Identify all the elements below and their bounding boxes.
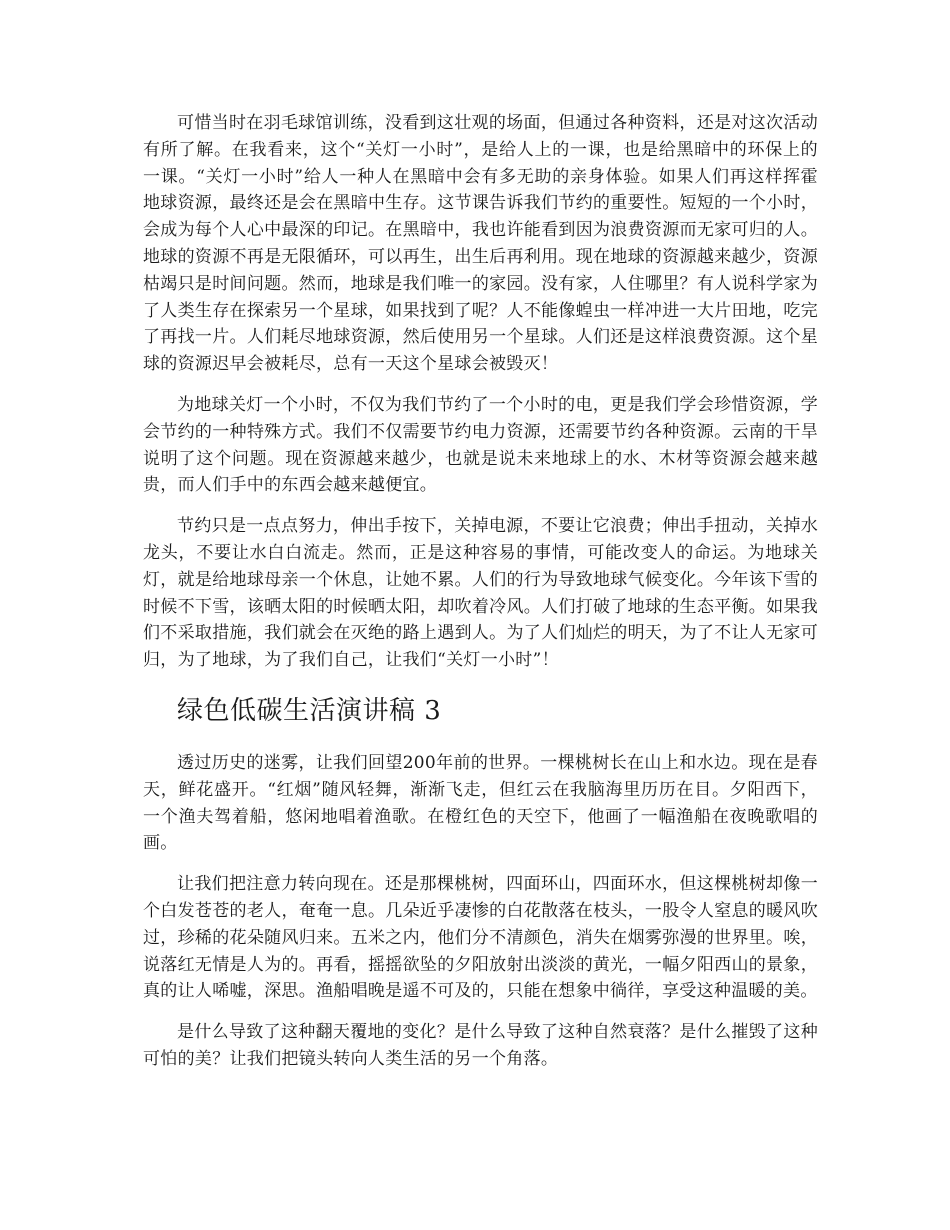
paragraph: 是什么导致了这种翻天覆地的变化？是什么导致了这种自然衰落？是什么摧毁了这种可怕的美？让我们把镜头转向人类生活的另一个角落。	[143, 1022, 818, 1069]
paragraph: 让我们把注意力转向现在。还是那棵桃树，四面环山，四面环水，但这棵桃树却像一个白发苍苍的老人，奄奄一息。几朵近乎凄惨的白花散落在枝头，一股令人窒息的暖风吹过，珍稀的花朵随风归来。五米之内，他们分不清颜色，消失在烟雾弥漫的世界里。唉，说落红无情是人为的。再看，摇摇欲坠的夕阳放射出淡淡的黄光，一幅夕阳西山的景象，真的让人唏嘘，深思。渔船唱晚是遥不可及的，只能在想象中徜徉，享受这种温暖的美。	[143, 874, 818, 1002]
paragraph: 为地球关灯一个小时，不仅为我们节约了一个小时的电，更是我们学会珍惜资源，学会节约的一种特殊方式。我们不仅需要节约电力资源，还需要节约各种资源。云南的干旱说明了这个问题。现在资源越来越少，也就是说未来地球上的水、木材等资源会越来越贵，而人们手中的东西会越来越便宜。	[143, 394, 818, 496]
paragraph: 可惜当时在羽毛球馆训练，没看到这壮观的场面，但通过各种资料，还是对这次活动有所了解。在我看来，这个“关灯一小时”，是给人上的一课，也是给黑暗中的环保上的一课。“关灯一小时”给人一种人在黑暗中会有多无助的亲身体验。如果人们再这样挥霍地球资源，最终还是会在黑暗中生存。这节课告诉我们节约的重要性。短短的一个小时，会成为每个人心中最深的印记。在黑暗中，我也许能看到因为浪费资源而无家可归的人。地球的资源不再是无限循环，可以再生，出生后再利用。现在地球的资源越来越少，资源枯竭只是时间问题。然而，地球是我们唯一的家园。没有家，人住哪里？有人说科学家为了人类生存在探索另一个星球，如果找到了呢？人不能像蝗虫一样冲进一大片田地，吃完了再找一片。人们耗尽地球资源，然后使用另一个星球。人们还是这样浪费资源。这个星球的资源迟早会被耗尽，总有一天这个星球会被毁灭！	[143, 113, 818, 375]
paragraph: 节约只是一点点努力，伸出手按下，关掉电源，不要让它浪费；伸出手扭动，关掉水龙头，不要让水白白流走。然而，正是这种容易的事情，可能改变人的命运。为地球关灯，就是给地球母亲一个休息，让她不累。人们的行为导致地球气候变化。今年该下雪的时候不下雪，该晒太阳的时候晒太阳，却吹着冷风。人们打破了地球的生态平衡。如果我们不采取措施，我们就会在灭绝的路上遇到人。为了人们灿烂的明天，为了不让人无家可归，为了地球，为了我们自己，让我们“关灯一小时”！	[143, 516, 818, 671]
section-heading: 绿色低碳生活演讲稿 3	[177, 695, 442, 726]
document-page	[143, 110, 818, 1087]
paragraph: 透过历史的迷雾，让我们回望200年前的世界。一棵桃树长在山上和水边。现在是春天，鲜花盛开。“红烟”随风轻舞，渐渐飞走，但红云在我脑海里历历在目。夕阳西下，一个渔夫驾着船，悠闲地唱着渔歌。在橙红色的天空下，他画了一幅渔船在夜晚歌唱的画。	[143, 752, 818, 854]
